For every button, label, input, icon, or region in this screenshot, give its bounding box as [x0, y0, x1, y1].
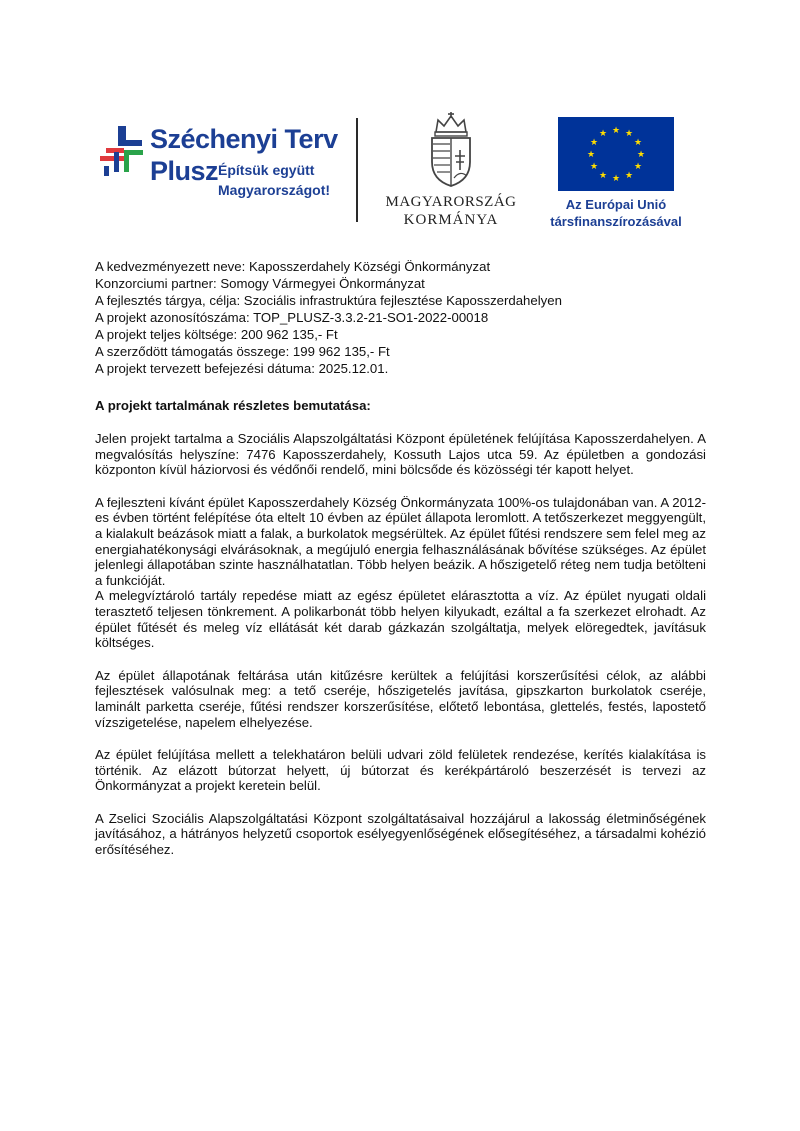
government-name-line2: KORMÁNYA [403, 212, 499, 228]
contracted-support: A szerződött támogatás összege: 199 962 135,- Ft [95, 344, 390, 359]
svg-text:★: ★ [598, 171, 608, 181]
svg-text:★: ★ [586, 150, 596, 160]
eu-text-line2: társfinanszírozásával [550, 214, 682, 229]
logo-header [0, 0, 800, 240]
svg-text:★: ★ [636, 150, 646, 160]
svg-text:★: ★ [633, 138, 643, 148]
eu-text-line1: Az Európai Unió [565, 197, 667, 212]
szechenyi-title: Széchenyi Terv [150, 124, 338, 154]
szechenyi-cross-icon [96, 126, 148, 188]
beneficiary-name: A kedvezményezett neve: Kaposszerdahely Községi Önkormányzat [95, 259, 491, 274]
eu-stars-icon [558, 117, 674, 191]
svg-text:★: ★ [598, 129, 608, 139]
project-id: A projekt azonosítószáma: TOP_PLUSZ-3.3.2-21-SO1-2022-00018 [95, 310, 489, 325]
svg-text:★: ★ [624, 171, 634, 181]
svg-text:★: ★ [624, 129, 634, 139]
planned-completion-date: A projekt tervezett befejezési dátuma: 2025.12.01. [95, 361, 389, 376]
project-subject: A fejlesztés tárgya, célja: Szociális infrastruktúra fejlesztése Kaposszerdahelyen [95, 293, 562, 308]
svg-text:★: ★ [611, 174, 621, 184]
logo-divider [356, 118, 358, 222]
coat-of-arms-icon [424, 112, 478, 188]
government-name-line1: MAGYARORSZÁG [385, 194, 517, 210]
consortium-partner: Konzorciumi partner: Somogy Vármegyei Önkormányzat [95, 276, 425, 291]
eu-cofinancing-logo [550, 117, 684, 229]
project-description [95, 431, 706, 875]
szechenyi-plusz: Plusz [150, 156, 219, 186]
szechenyi-slogan-line2: Magyarországot! [218, 182, 331, 198]
project-info [95, 258, 715, 377]
government-logo [376, 112, 526, 228]
svg-text:★: ★ [611, 126, 621, 136]
svg-text:★: ★ [589, 138, 599, 148]
svg-text:★: ★ [589, 162, 599, 172]
paragraph: A Zselici Szociális Alapszolgáltatási Központ szolgáltatásaival hozzájárul a lakosság életminőségének javításához, a hátrányos helyzetű csoportok esélyegyenlőségének elősegítéséhez, a társadalmi kohézió erősítéséhez. [95, 810, 706, 858]
project-total-cost: A projekt teljes költsége: 200 962 135,- Ft [95, 327, 338, 342]
paragraph: Jelen projekt tartalma a Szociális Alapszolgáltatási Központ épületének felújítása Kaposszerdahelyen. A megvalósítás helyszíne: 7476 Kaposszerdahely, Kossuth Lajos utca 59. Az épületben a gondozási központon kívül háziorvosi és védőnői rendelő, mini bölcsőde és közösségi tér kapott helyet. [95, 431, 706, 478]
svg-text:★: ★ [633, 162, 643, 172]
eu-flag [558, 117, 674, 191]
paragraph: Az épület felújítása mellett a telekhatáron belüli udvari zöld felületek rendezése, kerítés kialakítása is történik. Az elázott bútorzat helyett, új bútorzat és kerékpártároló beszerzését is tervezi az Önkormányzat a projekt keretein belül. [95, 747, 706, 794]
szechenyi-slogan-line1: Építsük együtt [218, 162, 315, 178]
paragraph: Az épület állapotának feltárása után kitűzésre kerültek a felújítási korszerűsítési célok, az alábbi fejlesztések valósulnak meg: a tető cseréje, hőszigetelés javítása, gipszkarton burkolatok cseréje, laminált parketta cseréje, fűtési rendszer korszerűsítése, előtető lebontása, glettelés, festés, lapostető vízszigetelése, napelem elhelyezése. [95, 667, 706, 730]
paragraph: A melegvíztároló tartály repedése miatt az egész épületet elárasztotta a víz. Az épület nyugati oldali terasztető teljesen tönkrement. A polikarbonát több helyen kilyukadt, ezáltal a fa szerkezet elrohadt. Az épület fűtését és meleg víz ellátását két darab gázkazán szolgáltatja, melyek elöregedtek, javításuk költséges. [95, 588, 706, 651]
szechenyi-terv-plusz-logo [96, 124, 336, 224]
paragraph: A fejleszteni kívánt épület Kaposszerdahely Község Önkormányzata 100%-os tulajdonában van. A 2012-es évben történt felépítése óta eltelt 10 évben az épület állapota leromlott. A tetőszerkezet meggyengült, a kialakult beázások miatt a falak, a burkolatok megsérültek. Az épület fűtési rendszere sem felel meg az energiahatékonysági elvárásoknak, a megújuló energia felhasználásának bővítése szükséges. Az épület jelenlegi állapotában szinte használhatatlan. Több helyen beázik. A hőszigetelő réteg nem tudja betölteni a funkcióját. [95, 494, 706, 588]
section-heading: A projekt tartalmának részletes bemutatása: [95, 398, 371, 413]
